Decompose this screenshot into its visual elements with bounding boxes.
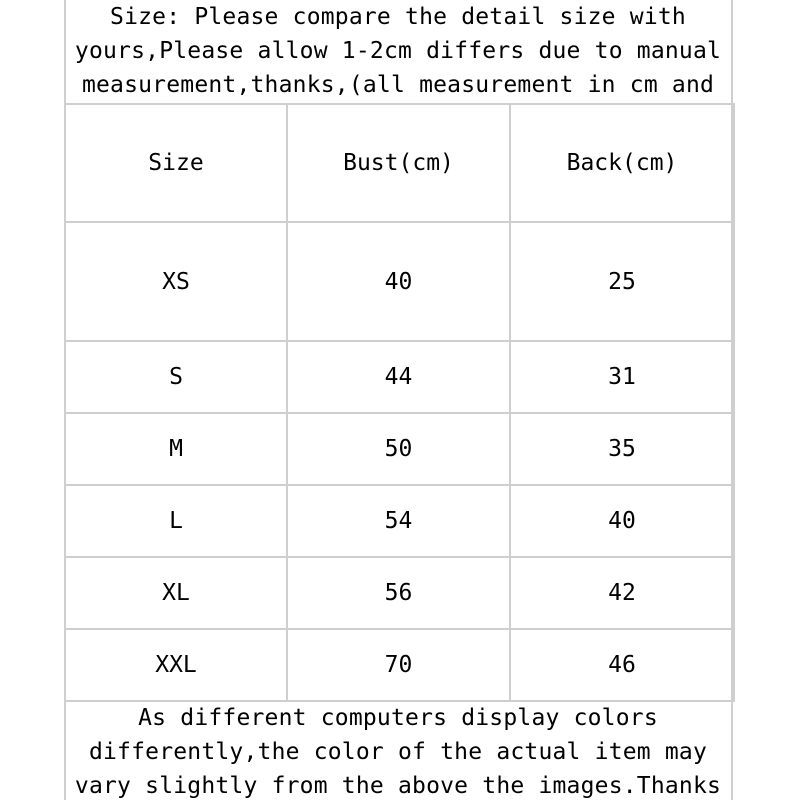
back-cell: 25	[510, 222, 734, 341]
bust-cell: 54	[287, 485, 510, 557]
back-cell: 35	[510, 413, 734, 485]
back-cell: 40	[510, 485, 734, 557]
size-notice	[60, 0, 736, 104]
back-cell: 46	[510, 629, 734, 701]
table-header-row	[65, 104, 734, 222]
size-cell: M	[65, 413, 287, 485]
header-back: Back(cm)	[510, 104, 734, 222]
back-cell: 42	[510, 557, 734, 629]
bust-cell: 40	[287, 222, 510, 341]
table-row	[65, 485, 734, 557]
size-notice-line: yours,Please allow 1-2cm differs due to manual	[74, 38, 722, 64]
size-cell: S	[65, 341, 287, 413]
size-cell: XS	[65, 222, 287, 341]
color-notice-line: differently,the color of the actual item may	[88, 739, 708, 765]
bust-cell: 70	[287, 629, 510, 701]
color-notice-line: vary slightly from the above the images.Thanks	[74, 773, 722, 799]
back-cell: 31	[510, 341, 734, 413]
header-bust: Bust(cm)	[287, 104, 510, 222]
table-row	[65, 629, 734, 701]
size-notice-line: measurement,thanks,(all measurement in cm and	[81, 72, 715, 98]
size-cell: XXL	[65, 629, 287, 701]
size-cell: L	[65, 485, 287, 557]
bust-cell: 56	[287, 557, 510, 629]
color-notice-line: As different computers display colors	[138, 705, 658, 731]
header-size: Size	[65, 104, 287, 222]
size-chart-table	[64, 103, 735, 702]
size-cell: XL	[65, 557, 287, 629]
bust-cell: 50	[287, 413, 510, 485]
table-row	[65, 413, 734, 485]
table-row	[65, 222, 734, 341]
bust-cell: 44	[287, 341, 510, 413]
color-notice	[60, 699, 736, 800]
table-row	[65, 341, 734, 413]
table-row	[65, 557, 734, 629]
size-notice-line: Size: Please compare the detail size with	[110, 4, 686, 30]
